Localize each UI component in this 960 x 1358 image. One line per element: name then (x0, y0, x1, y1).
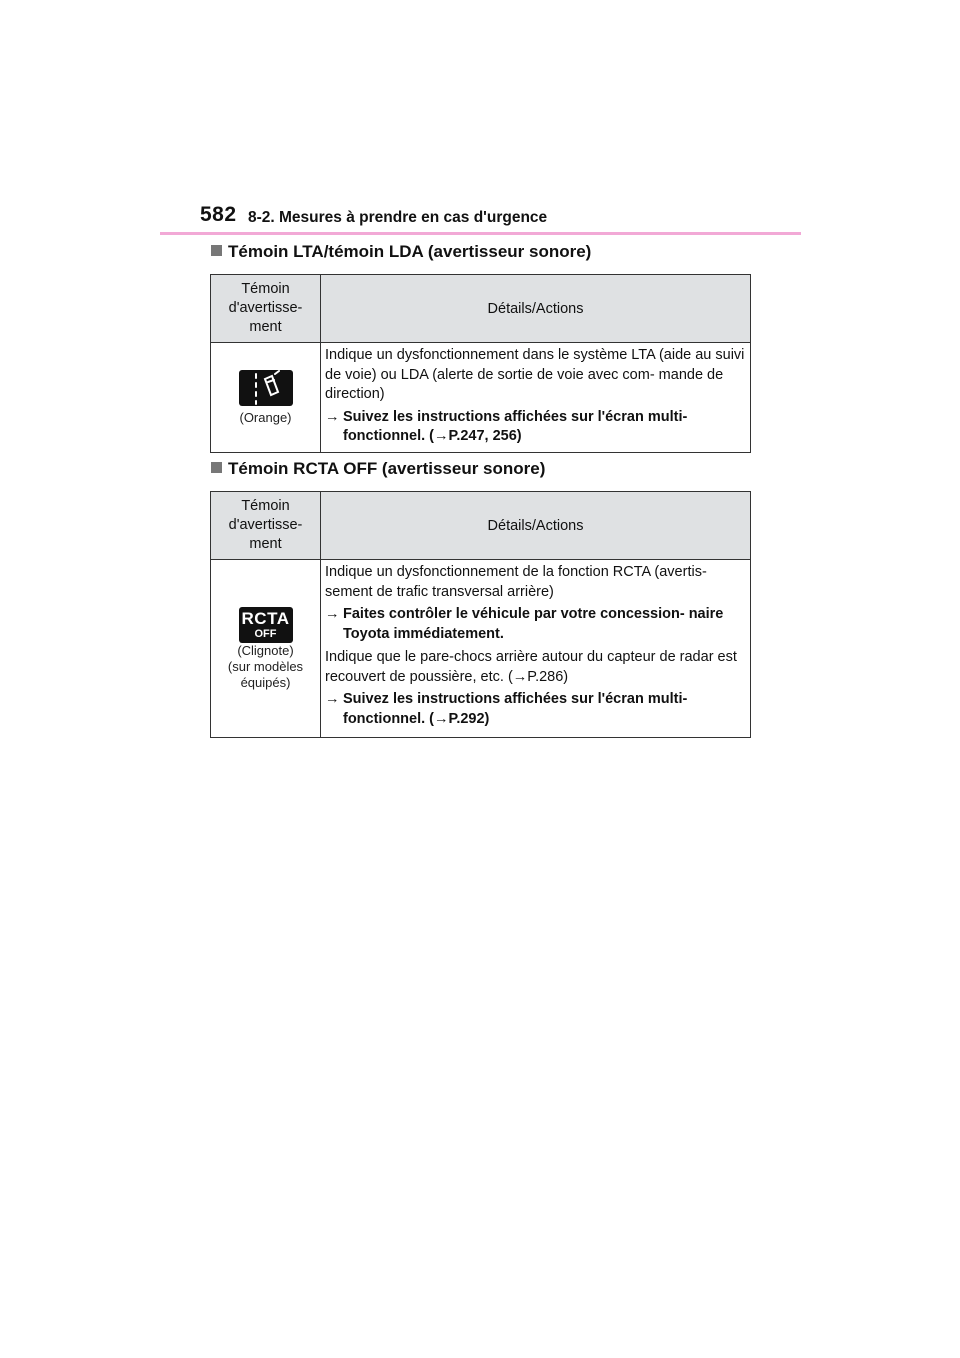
square-bullet-icon (211, 245, 222, 256)
section-title: 8-2. Mesures à prendre en cas d'urgence (248, 209, 548, 226)
rcta-icon-bottom: OFF (254, 627, 277, 640)
square-bullet-icon (211, 462, 222, 473)
subheading-lta-lda (211, 242, 591, 262)
icon-cell (211, 560, 321, 738)
action-label: Suivez les instructions affichées sur l'écran multi- fonctionnel. (→P.247, 256) (343, 408, 688, 444)
icon-caption-models: (sur modèles équipés) (227, 658, 304, 690)
description-text-2: Indique que le pare-chocs arrière autour du capteur de radar est recouvert de poussière, etc. (→P.286) (325, 649, 737, 685)
description-text: Indique un dysfonctionnement dans le système LTA (aide au suivi de voie) ou LDA (alerte de sortie de voie avec com- mande de direction) (325, 347, 745, 402)
arrow-icon: → (325, 691, 340, 707)
icon-cell (211, 343, 321, 453)
warning-table-lta-lda (210, 274, 751, 453)
action-label-2: Suivez les instructions affichées sur l'écran multi- fonctionnel. (→P.292) (343, 691, 688, 727)
header-cell-details: Détails/Actions (321, 492, 751, 560)
action-text (325, 408, 746, 447)
subheading-text: Témoin RCTA OFF (avertisseur sonore) (228, 459, 546, 478)
lane-departure-warning-icon (239, 370, 293, 406)
header-rule (160, 232, 801, 235)
icon-caption: (Orange) (239, 409, 292, 425)
rcta-off-icon (239, 607, 293, 643)
header-cell-details: Détails/Actions (321, 275, 751, 343)
subheading-rcta-off (211, 459, 545, 479)
arrow-icon: → (325, 606, 340, 622)
warning-table-rcta-off (210, 491, 751, 738)
table-row (211, 343, 751, 453)
description-text: Indique un dysfonctionnement de la fonction RCTA (avertis- sement de trafic transversal arrière) (325, 564, 707, 600)
table-row (211, 560, 751, 738)
action-text (325, 605, 746, 644)
arrow-icon: → (325, 408, 340, 425)
action-text-2 (325, 690, 746, 729)
details-cell (321, 560, 751, 738)
header-cell-indicator: Témoin d'avertisse- ment (211, 492, 321, 560)
header-cell-indicator: Témoin d'avertisse- ment (211, 275, 321, 343)
table-header-row (211, 275, 751, 343)
page-number: 582 (200, 203, 237, 226)
subheading-text: Témoin LTA/témoin LDA (avertisseur sonore) (228, 242, 592, 261)
action-label: Faites contrôler le véhicule par votre concession- naire Toyota immédiatement. (343, 606, 724, 642)
rcta-icon-top: RCTA (241, 608, 290, 628)
icon-caption: (Clignote) (237, 642, 294, 658)
table-header-row (211, 492, 751, 560)
details-cell (321, 343, 751, 453)
